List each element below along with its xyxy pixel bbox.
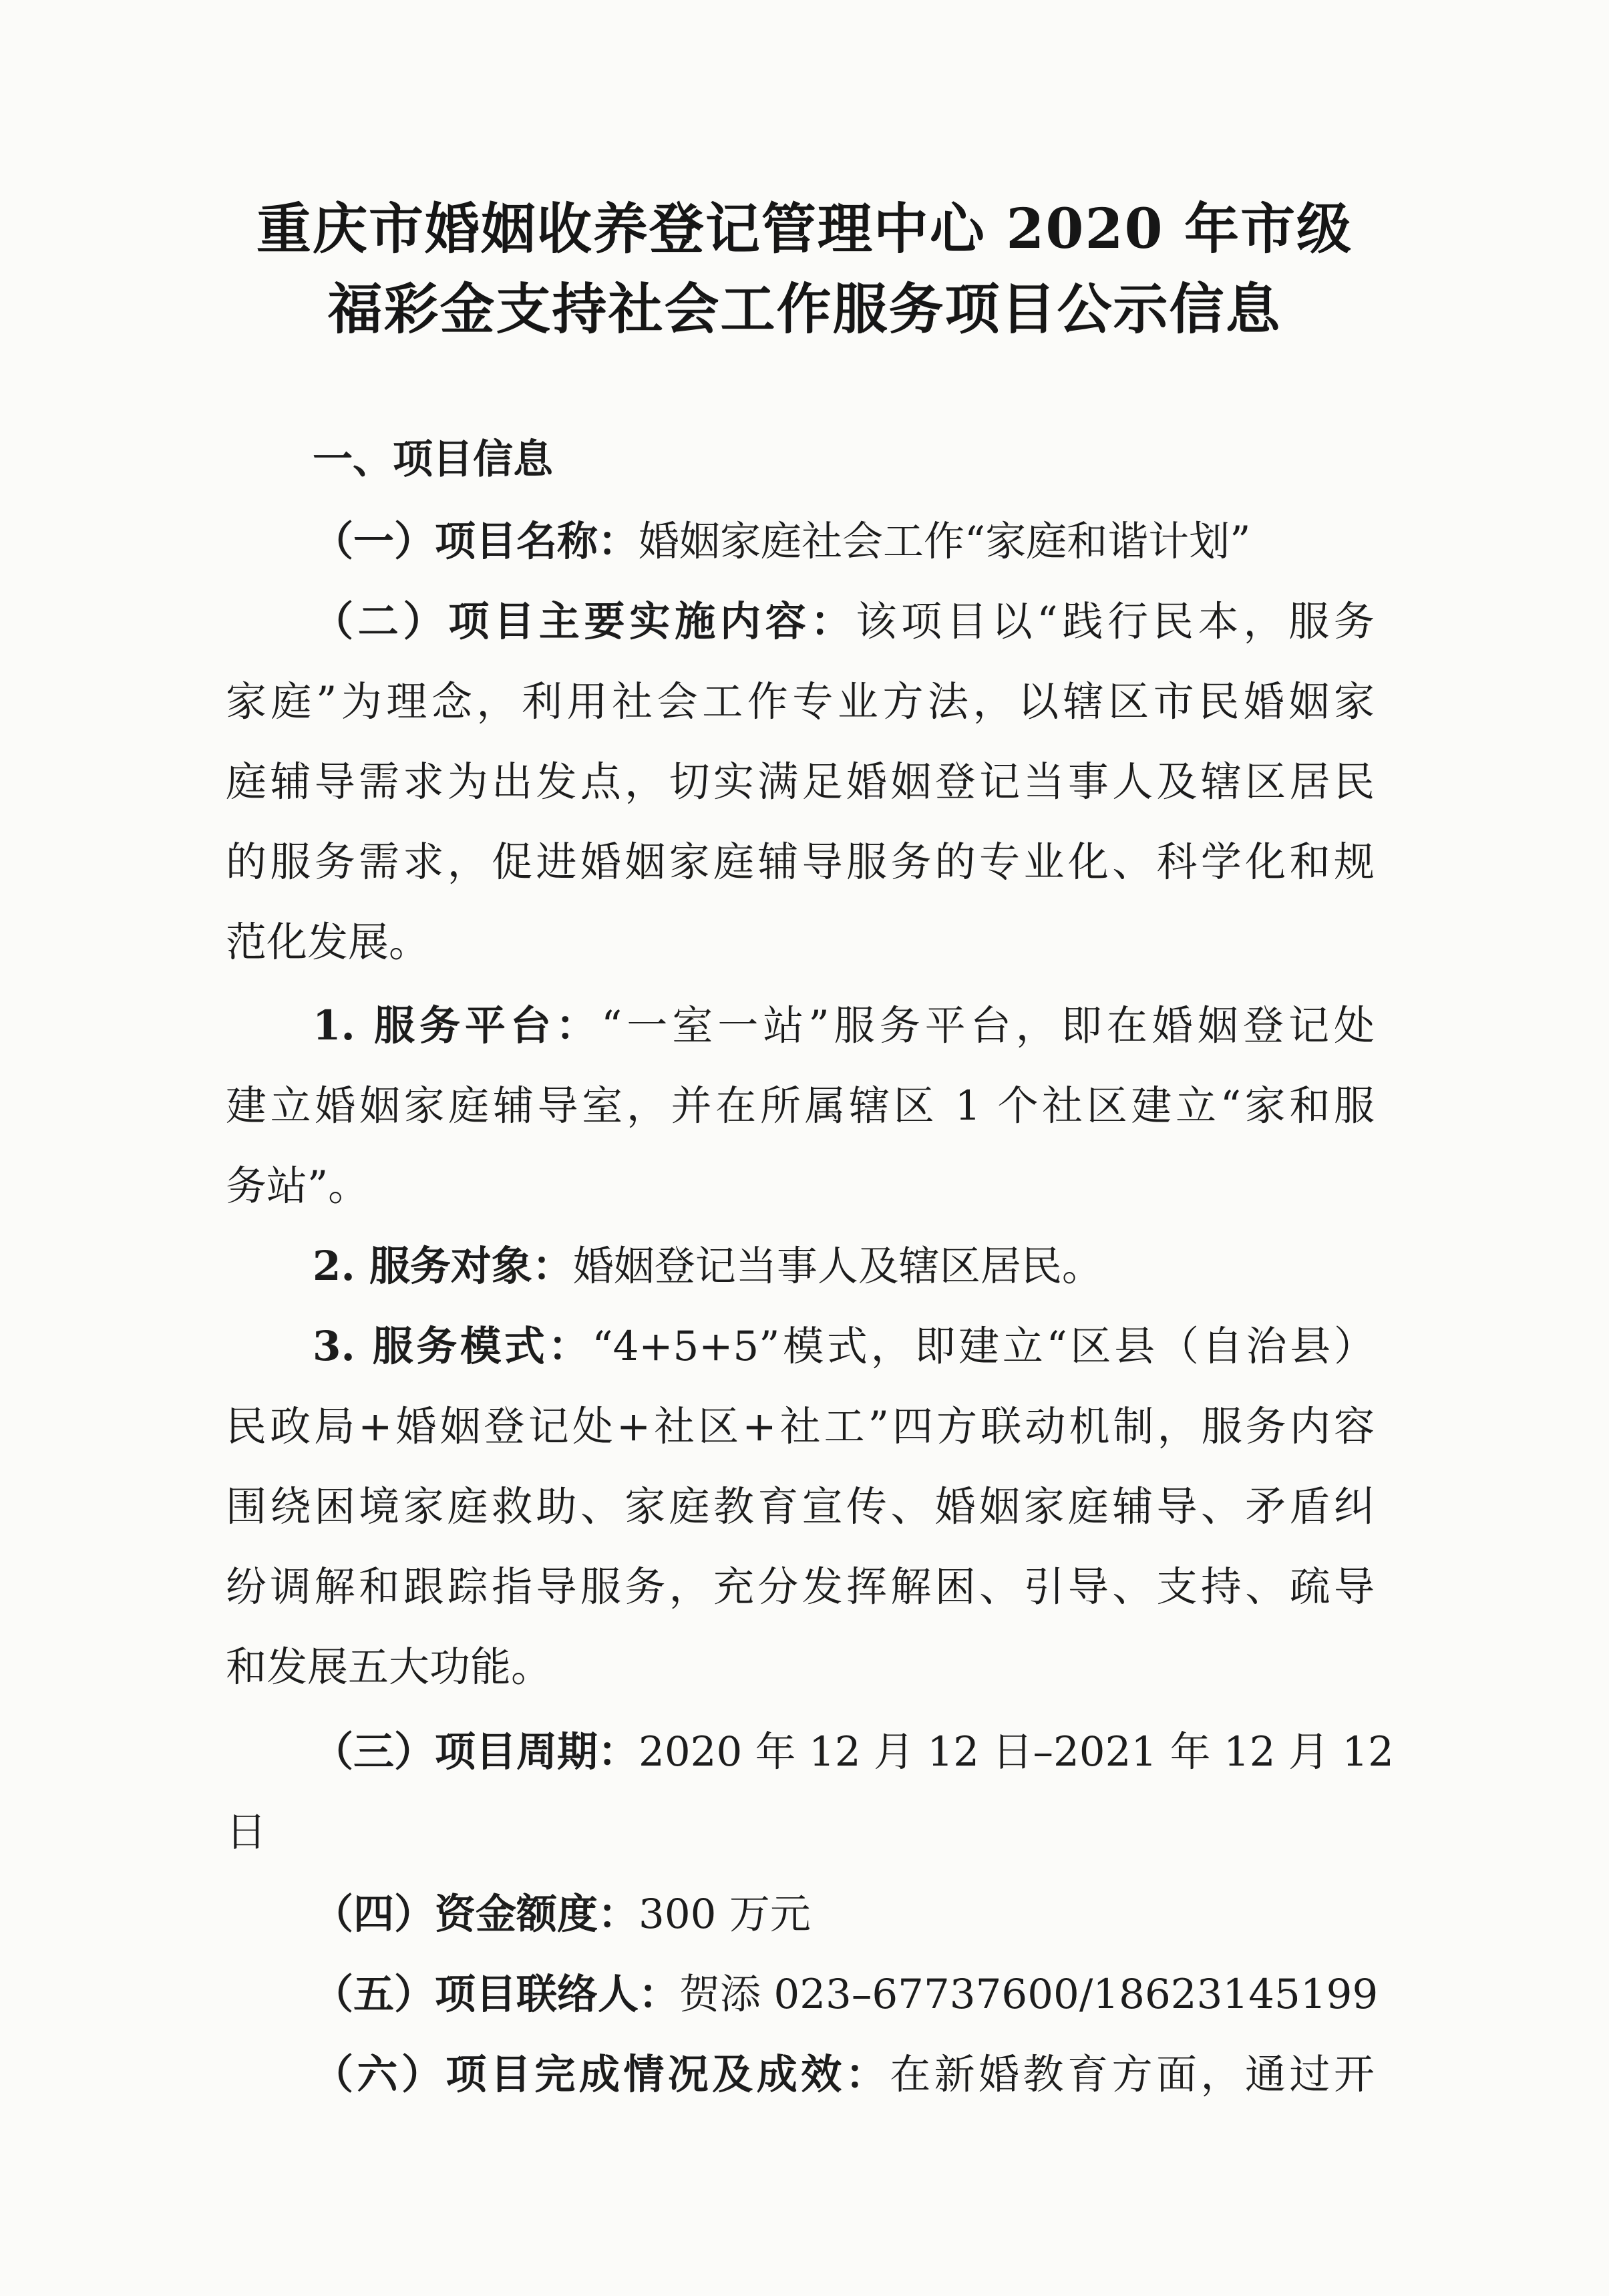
project-content-line-4: 的服务需求，促进婚姻家庭辅导服务的专业化、科学化和规 <box>226 838 1375 886</box>
contact-label: （五）项目联络人： <box>313 1971 680 2018</box>
project-period-label: （三）项目周期： <box>313 1728 639 1776</box>
project-name-label: （一）项目名称： <box>313 518 639 565</box>
funding-label: （四）资金额度： <box>313 1891 639 1938</box>
project-name-row <box>313 518 1375 565</box>
contact-value: 贺添 023–67737600/18623145199 <box>679 1971 1379 2018</box>
results-row <box>313 2051 1375 2098</box>
service-platform-line-1: “一室一站”服务平台，即在婚姻登记处 <box>601 1002 1375 1049</box>
service-platform-label: 1. 服务平台： <box>313 1002 602 1049</box>
project-period-row <box>313 1728 1394 1776</box>
document-title-line-2: 福彩金支持社会工作服务项目公示信息 <box>327 277 1282 341</box>
project-period-line-1: 2020 年 12 月 12 日–2021 年 12 月 12 <box>639 1728 1394 1776</box>
project-content-line-3: 庭辅导需求为出发点，切实满足婚姻登记当事人及辖区居民 <box>226 758 1375 806</box>
contact-row <box>313 1971 1379 2018</box>
project-content-label: （二）项目主要实施内容： <box>313 598 856 645</box>
service-mode-label: 3. 服务模式： <box>313 1323 592 1370</box>
service-platform-line-3: 务站”。 <box>226 1162 369 1210</box>
results-line-1: 在新婚教育方面，通过开 <box>890 2051 1375 2098</box>
project-name-value: 婚姻家庭社会工作“家庭和谐计划” <box>639 518 1251 565</box>
service-target-value: 婚姻登记当事人及辖区居民。 <box>572 1243 1103 1290</box>
results-label: （六）项目完成情况及成效： <box>313 2051 890 2098</box>
service-mode-line-2: 民政局+婚姻登记处+社区+社工”四方联动机制，服务内容 <box>226 1403 1375 1450</box>
project-content-line-5: 范化发展。 <box>226 919 430 966</box>
project-content-line-2: 家庭”为理念，利用社会工作专业方法，以辖区市民婚姻家 <box>226 678 1375 725</box>
service-target-row <box>313 1243 1375 1290</box>
service-mode-row <box>313 1323 1375 1370</box>
funding-value: 300 万元 <box>639 1891 811 1938</box>
service-target-label: 2. 服务对象： <box>313 1243 573 1290</box>
document-title-line-1: 重庆市婚姻收养登记管理中心 2020 年市级 <box>256 197 1353 261</box>
service-platform-row <box>313 1002 1375 1049</box>
funding-row <box>313 1891 1375 1938</box>
service-mode-line-4: 纷调解和跟踪指导服务，充分发挥解困、引导、支持、疏导 <box>226 1563 1375 1611</box>
service-platform-line-2: 建立婚姻家庭辅导室，并在所属辖区 1 个社区建立“家和服 <box>226 1082 1375 1130</box>
service-mode-line-3: 围绕困境家庭救助、家庭教育宣传、婚姻家庭辅导、矛盾纠 <box>226 1483 1375 1530</box>
section-heading-project-info: 一、项目信息 <box>313 436 553 483</box>
service-mode-line-5: 和发展五大功能。 <box>226 1643 552 1691</box>
project-content-row <box>313 598 1375 645</box>
project-content-line-1: 该项目以“践行民本，服务 <box>856 598 1375 645</box>
project-period-line-2: 日 <box>226 1808 267 1856</box>
service-mode-line-1: “4+5+5”模式，即建立“区县（自治县） <box>592 1323 1375 1370</box>
